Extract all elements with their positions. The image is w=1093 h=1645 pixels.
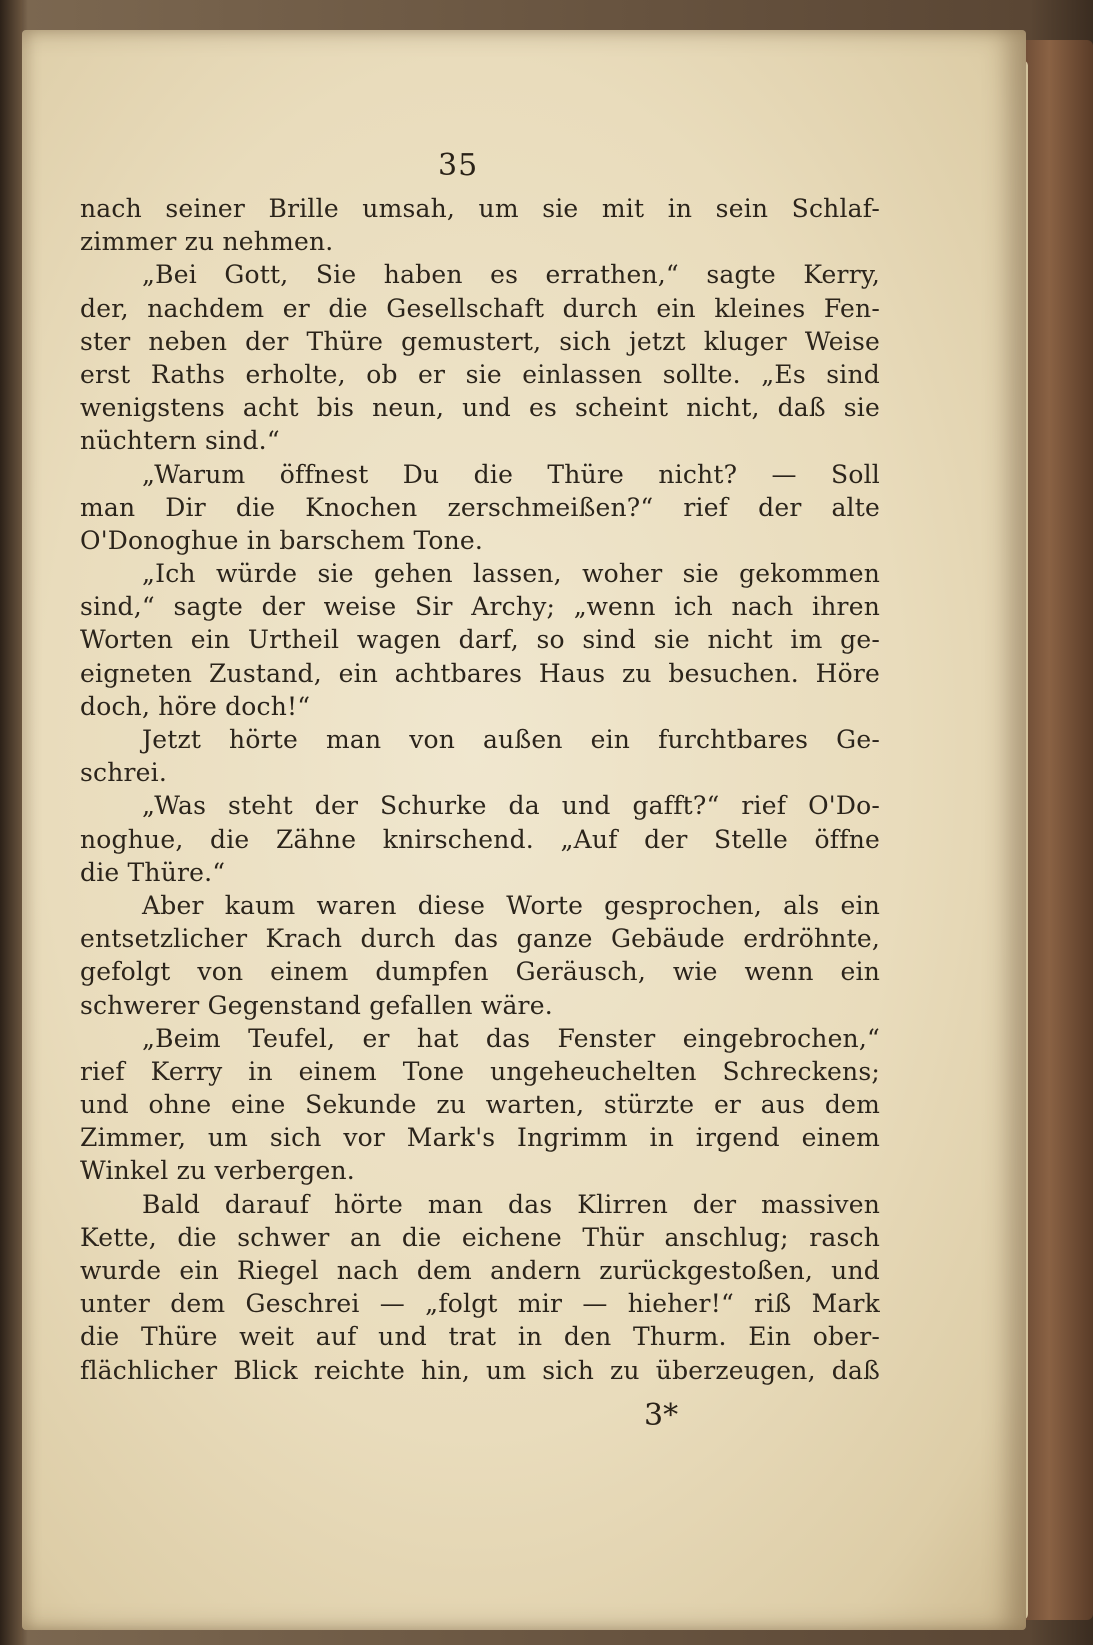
text-line: Winkel zu verbergen.	[80, 1156, 355, 1186]
text-line: nach seiner Brille umsah, um sie mit in sein Schlaf-	[80, 194, 880, 223]
text-line: eigneten Zustand, ein achtbares Haus zu besuchen. Höre	[80, 658, 880, 688]
text-line: entsetzlicher Krach durch das ganze Gebäude erdröhnte,	[80, 924, 880, 954]
text-line: wenigstens acht bis neun, und es scheint nicht, daß sie	[80, 393, 880, 423]
text-line: und ohne eine Sekunde zu warten, stürzte er aus dem	[80, 1090, 880, 1120]
text-line: wurde ein Riegel nach dem andern zurückgestoßen, und	[80, 1256, 880, 1285]
text-line: die Thüre.“	[80, 857, 226, 887]
signature-mark: 3*	[644, 1398, 679, 1433]
text-line: Worten ein Urtheil wagen darf, so sind sie nicht im ge-	[80, 625, 880, 655]
text-line: O'Donoghue in barschem Tone.	[80, 525, 484, 555]
book-cover-left	[0, 0, 22, 1645]
text-line: Jetzt hörte man von außen ein furchtbares Ge-	[142, 725, 880, 754]
text-line: flächlicher Blick reichte hin, um sich zu überzeugen, daß	[80, 1355, 880, 1385]
text-line: unter dem Geschrei — „folgt mir — hieher!“ riß Mark	[80, 1289, 880, 1319]
text-line: der, nachdem er die Gesellschaft durch ein kleines Fen-	[80, 293, 880, 323]
text-line: schwerer Gegenstand gefallen wäre.	[80, 990, 553, 1020]
text-line: Zimmer, um sich vor Mark's Ingrimm in irgend einem	[80, 1123, 880, 1153]
text-line: man Dir die Knochen zerschmeißen?“ rief der alte	[80, 492, 880, 522]
text-line: schrei.	[80, 758, 168, 788]
text-line: Aber kaum waren diese Worte gesprochen, als ein	[142, 890, 880, 920]
text-line: sind,“ sagte der weise Sir Archy; „wenn ich nach ihren	[80, 592, 880, 622]
text-line: ster neben der Thüre gemustert, sich jetzt kluger Weise	[80, 326, 880, 356]
text-line: Kette, die schwer an die eichene Thür anschlug; rasch	[80, 1222, 880, 1252]
text-line: „Beim Teufel, er hat das Fenster eingebrochen,“	[142, 1023, 880, 1053]
text-line: „Ich würde sie gehen lassen, woher sie gekommen	[142, 559, 880, 589]
text-line: doch, höre doch!“	[80, 691, 311, 721]
text-line: „Warum öffnest Du die Thüre nicht? — Soll	[142, 459, 880, 489]
text-line: nüchtern sind.“	[80, 426, 280, 456]
text-line: noghue, die Zähne knirschend. „Auf der Stelle öffne	[80, 824, 880, 854]
page-number: 35	[438, 148, 479, 183]
text-line: die Thüre weit auf und trat in den Thurm. Ein ober-	[80, 1322, 880, 1352]
text-line: rief Kerry in einem Tone ungeheuchelten Schreckens;	[80, 1056, 880, 1086]
book-cover-right	[1020, 40, 1093, 1620]
text-line: erst Raths erholte, ob er sie einlassen sollte. „Es sind	[80, 359, 880, 389]
text-line: „Was steht der Schurke da und gafft?“ rief O'Do-	[142, 791, 880, 821]
text-line: „Bei Gott, Sie haben es errathen,“ sagte Kerry,	[142, 260, 880, 290]
text-line: Bald darauf hörte man das Klirren der massiven	[142, 1189, 880, 1219]
text-line: gefolgt von einem dumpfen Geräusch, wie wenn ein	[80, 957, 880, 987]
text-line: zimmer zu nehmen.	[80, 227, 334, 257]
body-text	[80, 192, 880, 1387]
